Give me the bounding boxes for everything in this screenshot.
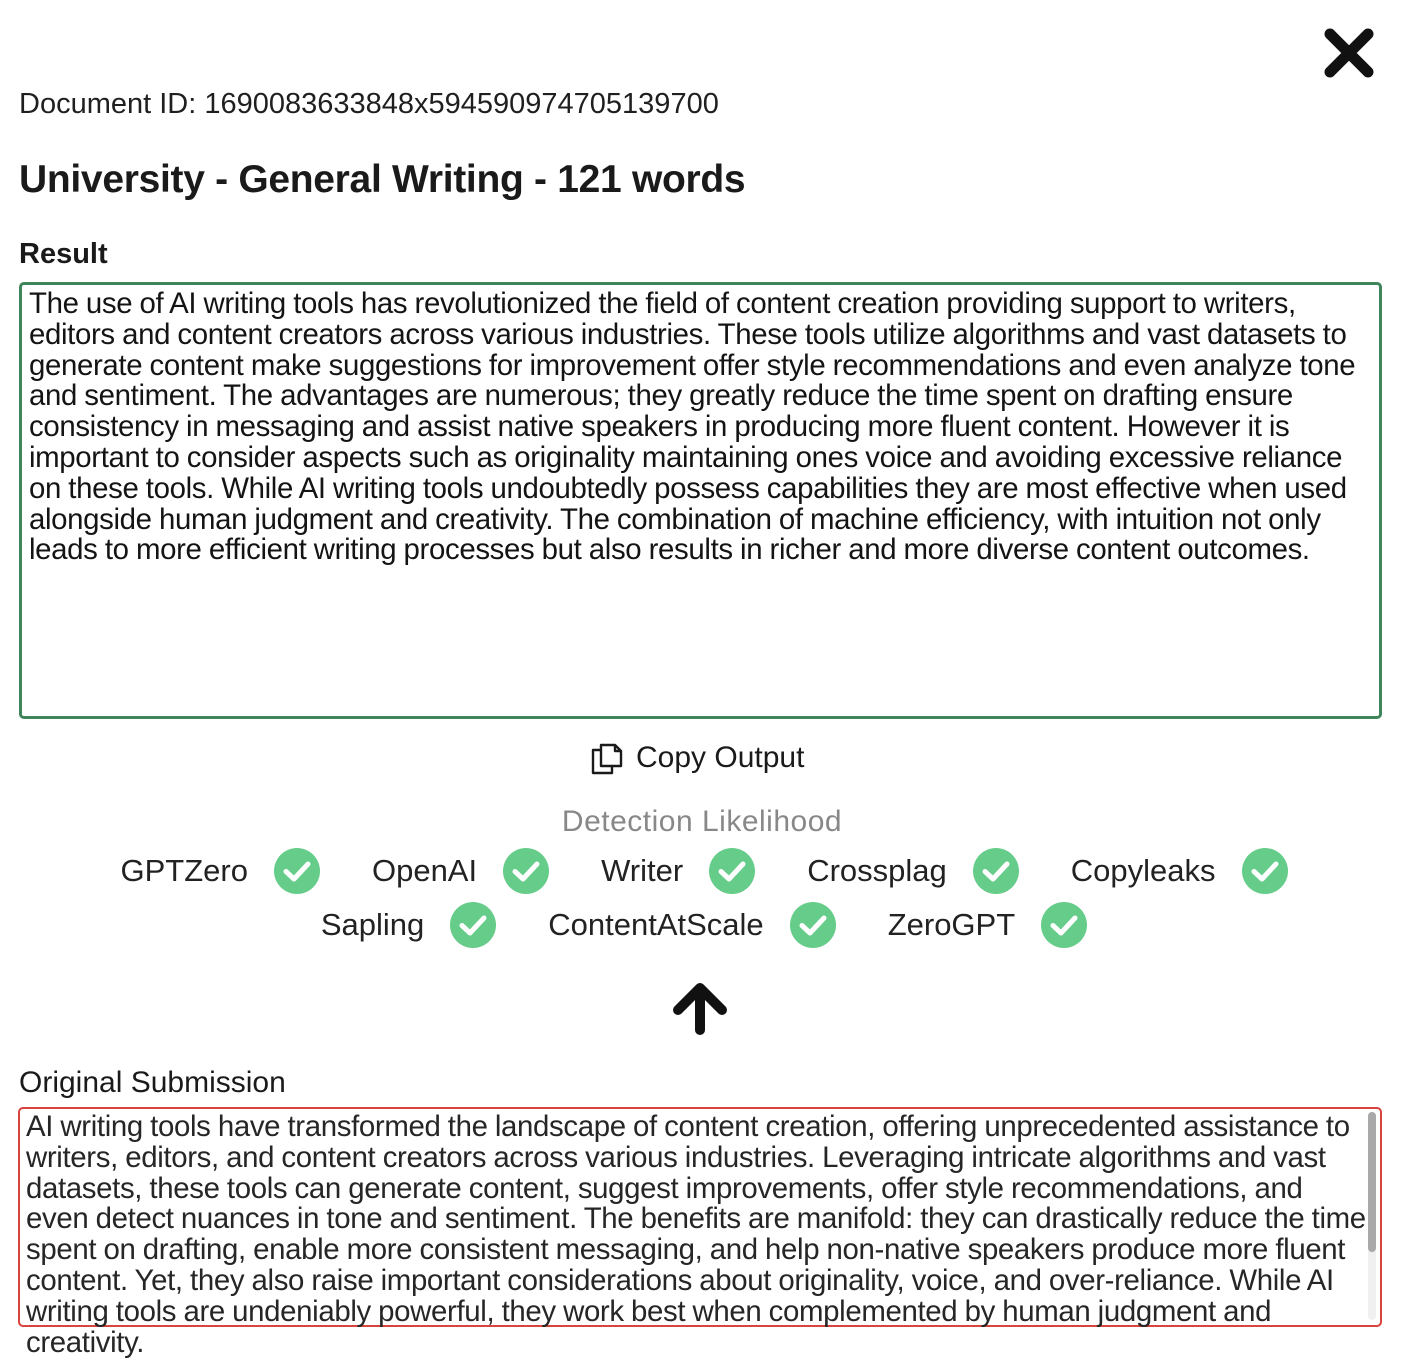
- detector-name: ContentAtScale: [548, 907, 764, 942]
- check-circle-icon: [450, 902, 496, 948]
- check-circle-icon: [790, 902, 836, 948]
- detector-name: Writer: [601, 853, 684, 888]
- scrollbar[interactable]: [1368, 1112, 1376, 1320]
- detector-name: Copyleaks: [1070, 853, 1216, 888]
- result-text: The use of AI writing tools has revolutionized the field of content creation providing support to writers, editors and content creators across various industries. These tools utilize algorithms and vast datasets to generate content make suggestions for improvement offer style recommendations and even analyze tone and sentiment. The advantages are numerous; they greatly reduce the time spent on drafting ensure consistency in messaging and assist native speakers in producing more fluent content. However it is important to consider aspects such as originality maintaining ones voice and avoiding excessive reliance on these tools. While AI writing tools undoubtedly possess capabilities they are most effective when used alongside human judgment and creativity. The combination of machine efficiency, with intuition not only leads to more efficient writing processes but also results in richer and more diverse content outcomes.: [29, 287, 1356, 567]
- detector-name: GPTZero: [120, 853, 248, 888]
- detector-item: [601, 848, 755, 894]
- close-icon: [1322, 26, 1376, 80]
- close-button[interactable]: [1322, 26, 1376, 80]
- copy-output-label: Copy Output: [636, 741, 805, 774]
- check-circle-icon: [1041, 902, 1087, 948]
- detector-name: OpenAI: [371, 853, 478, 888]
- result-label: Result: [19, 238, 108, 270]
- detector-item: [888, 902, 1087, 948]
- check-circle-icon: [973, 848, 1019, 894]
- check-circle-icon: [503, 848, 549, 894]
- detector-item: [548, 902, 835, 948]
- detector-item: [121, 848, 320, 894]
- detector-name: ZeroGPT: [887, 907, 1016, 942]
- original-submission-text: AI writing tools have transformed the landscape of content creation, offering unprecedented assistance to writers, editors, and content creators across various industries. Leveraging intricate algorithms and vast datasets, these tools can generate content, suggest improvements, offer style recommendations, and even detect nuances in tone and sentiment. The benefits are manifold: they can drastically reduce the time spent on drafting, enable more consistent messaging, and help non-native speakers produce more fluent content. Yet, they also raise important considerations about originality, voice, and over-reliance. While AI writing tools are undeniably powerful, they work best when complemented by human judgment and creativity.: [26, 1110, 1366, 1359]
- scrollbar-thumb[interactable]: [1368, 1112, 1376, 1252]
- check-circle-icon: [1242, 848, 1288, 894]
- document-id: Document ID: 1690083633848x594590974705139700: [19, 88, 719, 120]
- copy-icon: [588, 740, 626, 776]
- arrow-up-icon: [670, 980, 730, 1036]
- copy-output-button[interactable]: [588, 740, 804, 776]
- detector-item: [807, 848, 1019, 894]
- original-submission-textbox[interactable]: [18, 1107, 1382, 1359]
- detector-name: Crossplag: [807, 853, 947, 888]
- detection-likelihood-title: Detection Likelihood: [561, 805, 843, 838]
- check-circle-icon: [274, 848, 320, 894]
- detector-name: Sapling: [320, 907, 425, 942]
- detector-item: [321, 902, 496, 948]
- original-submission-label: Original Submission: [19, 1066, 286, 1099]
- page-title: University - General Writing - 121 words: [19, 158, 746, 201]
- detector-item: [372, 848, 549, 894]
- result-textbox[interactable]: [19, 282, 1382, 719]
- check-circle-icon: [709, 848, 755, 894]
- detector-item: [1071, 848, 1288, 894]
- detector-list: [0, 848, 1404, 948]
